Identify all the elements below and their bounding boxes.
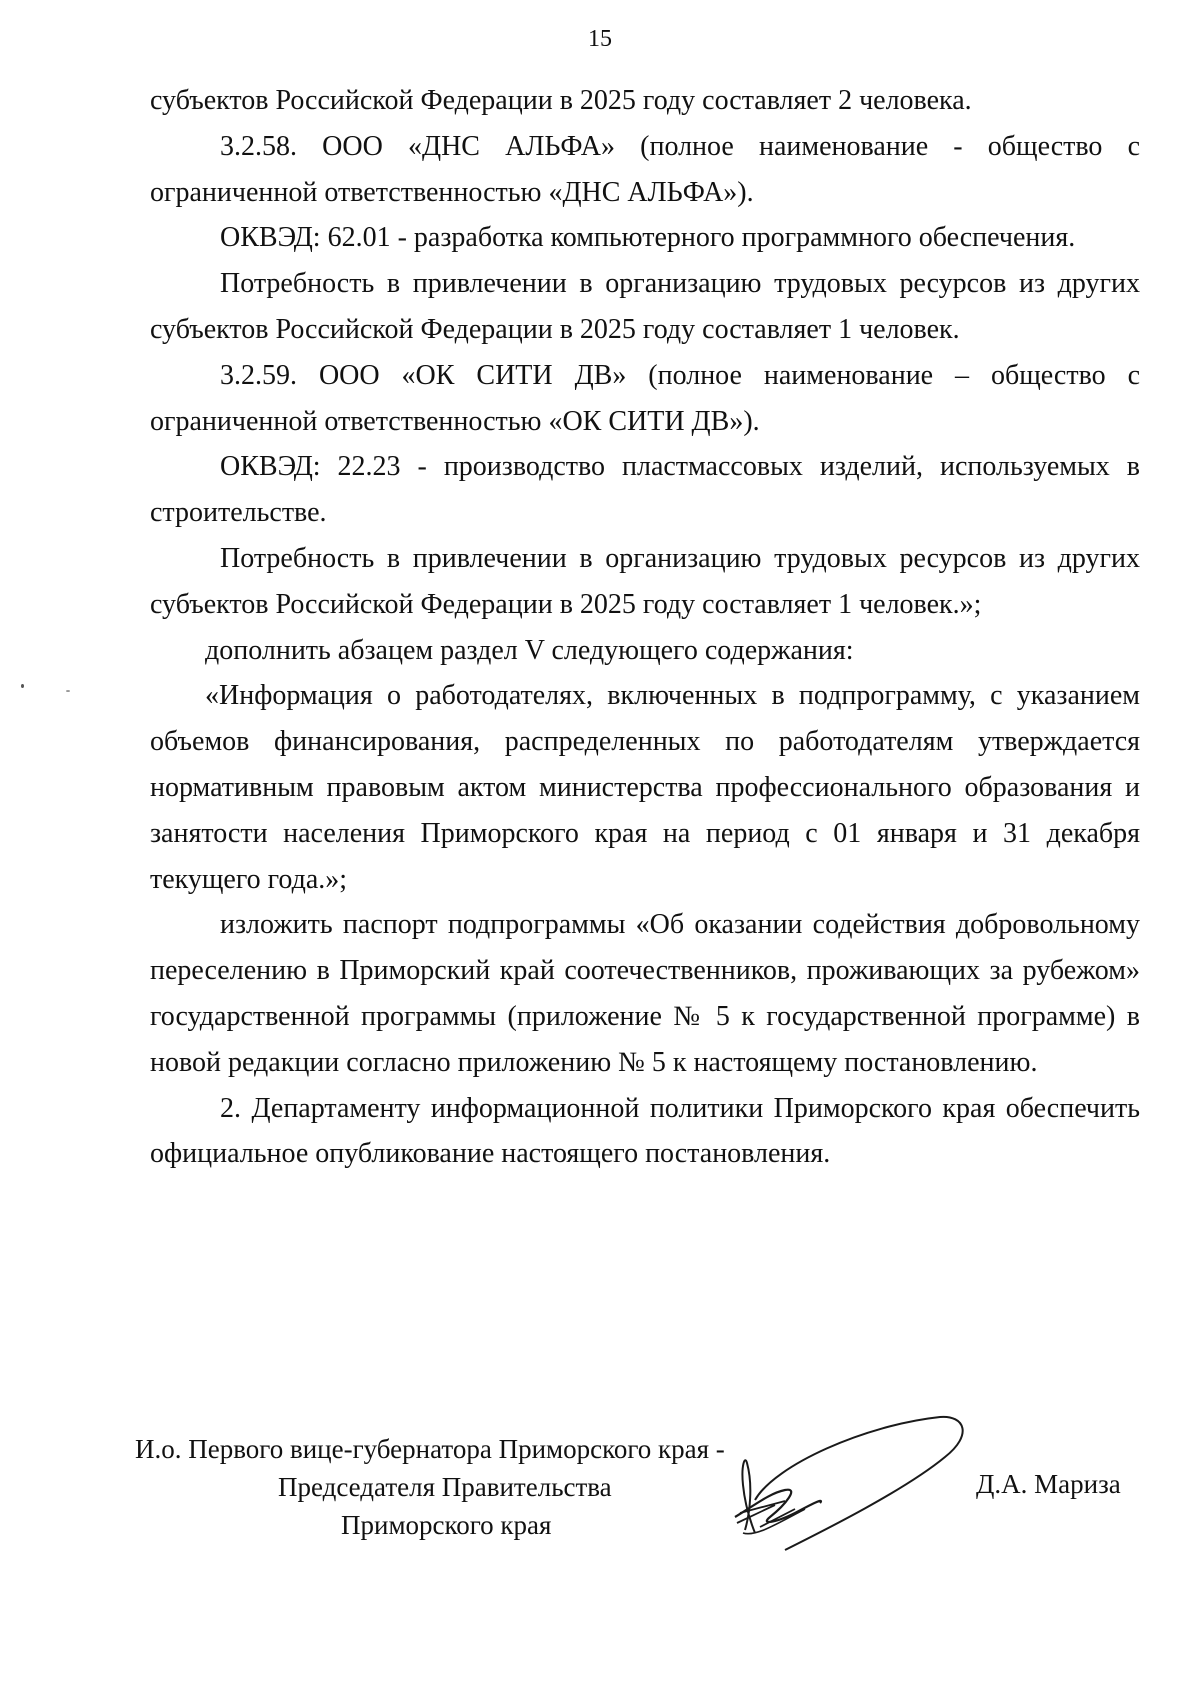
scan-speck (66, 690, 70, 692)
paragraph-okved-62-01: ОКВЭД: 62.01 - разработка компьютерного программного обеспечения. (220, 222, 1076, 254)
scan-speck (21, 684, 24, 688)
signatory-title-line: Председателя Правительства (278, 1472, 612, 1502)
paragraph-continuation: субъектов Российской Федерации в 2025 году составляет 2 человека. (150, 85, 972, 116)
paragraph-okved-22-23: ОКВЭД: 22.23 - производство пластмассовых изделий, используемых в строительстве. (150, 451, 1140, 529)
paragraph-passport-subprogram: изложить паспорт подпрограммы «Об оказании содействия добровольному переселению в Приморский край соотечественников, проживающих за рубежом» государственной программы (приложение № 5 к государственной программе) в новой редакции согласно приложению № 5 к настоящему постановлению. (150, 909, 1140, 1078)
paragraph-item-3-2-58: 3.2.58. ООО «ДНС АЛЬФА» (полное наименование - общество с ограниченной ответственностью «ДНС АЛЬФА»). (150, 130, 1140, 208)
signatory-name: Д.А. Мариза (976, 1469, 1121, 1499)
paragraph-need-3-2-59: Потребность в привлечении в организацию трудовых ресурсов из других субъектов Российской Федерации в 2025 году составляет 1 человек.»; (150, 542, 1140, 620)
paragraph-amend-section-v: дополнить абзацем раздел V следующего содержания: (205, 634, 854, 666)
signatory-title (135, 1430, 775, 1544)
document-body (150, 78, 1140, 1177)
signatory-title-line: И.о. Первого вице-губернатора Приморского края - (135, 1434, 725, 1464)
paragraph-need-3-2-58: Потребность в привлечении в организацию трудовых ресурсов из других субъектов Российской Федерации в 2025 году составляет 1 человек. (150, 268, 1140, 345)
paragraph-item-3-2-59: 3.2.59. ООО «ОК СИТИ ДВ» (полное наименование – общество с ограниченной ответственностью «ОК СИТИ ДВ»). (150, 359, 1140, 437)
paragraph-employer-info: «Информация о работодателях, включенных в подпрограмму, с указанием объемов финансирования, распределенных по работодателям утверждается нормативным правовым актом министерства профессионального образования и занятости населения Приморского края на период с 01 января и 31 декабря текущего года.»; (150, 680, 1140, 895)
page-number: 15 (588, 26, 612, 52)
paragraph-publication-order: 2. Департаменту информационной политики Приморского края обеспечить официальное опубликование настоящего постановления. (150, 1092, 1140, 1170)
signatory-title-line: Приморского края (341, 1510, 552, 1540)
handwritten-signature (715, 1405, 995, 1555)
